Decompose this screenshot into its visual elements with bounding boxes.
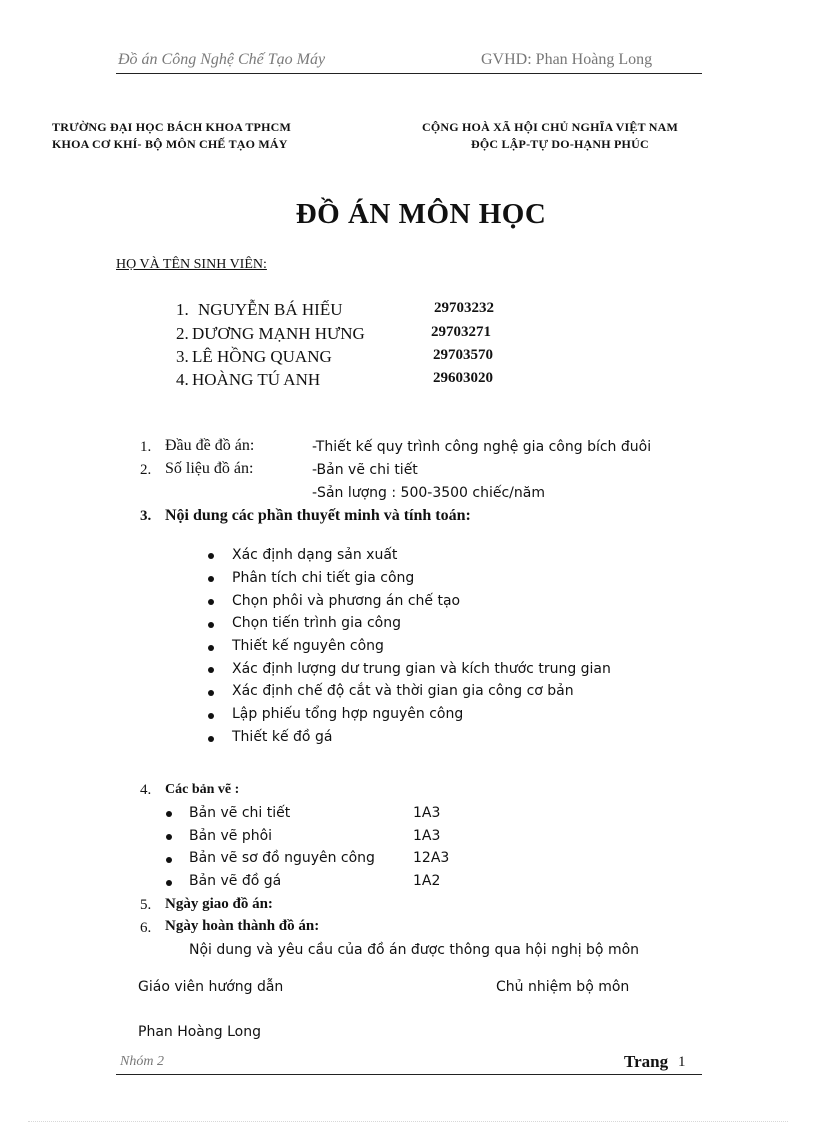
student-id: 29603020 (433, 370, 493, 386)
footer-rule (116, 1074, 702, 1075)
section-6-number: 6. (140, 920, 152, 936)
page-edge (28, 1121, 788, 1122)
bullet-icon (166, 834, 172, 840)
section-5-number: 5. (140, 897, 152, 913)
list-item: Xác định chế độ cắt và thời gian gia công cơ bản (232, 683, 574, 699)
drawing-size: 12A3 (413, 850, 450, 866)
bullet-icon (166, 811, 172, 817)
department-name: KHOA CƠ KHÍ- BỘ MÔN CHẾ TẠO MÁY (52, 137, 288, 151)
list-item: Xác định dạng sản xuất (232, 547, 398, 563)
student-name: NGUYỄN BÁ HIẾU (198, 300, 343, 319)
bullet-icon (208, 599, 214, 605)
section-2-drawing: -Bản vẽ chi tiết (312, 462, 418, 478)
list-item: Phân tích chi tiết gia công (232, 570, 415, 586)
section-4-label: Các bản vẽ : (165, 782, 240, 797)
approval-note: Nội dung và yêu cầu của đồ án được thông qua hội nghị bộ môn (189, 942, 640, 958)
header-rule (116, 73, 702, 74)
list-item: Chọn tiến trình gia công (232, 615, 402, 631)
drawing-size: 1A2 (413, 873, 441, 889)
head-of-department-role: Chủ nhiệm bộ môn (496, 979, 630, 995)
bullet-icon (208, 667, 214, 673)
bullet-icon (208, 553, 214, 559)
student-number: 1. (176, 300, 189, 319)
list-item: Xác định lượng dư trung gian và kích thước trung gian (232, 661, 611, 677)
supervisor-role: Giáo viên hướng dẫn (138, 979, 284, 995)
bullet-icon (166, 857, 172, 863)
page-label: Trang (624, 1052, 669, 1071)
group-label: Nhóm 2 (120, 1054, 164, 1069)
drawing-name: Bản vẽ sơ đồ nguyên công (189, 850, 375, 866)
section-2-number: 2. (140, 462, 152, 478)
university-name: TRƯỜNG ĐẠI HỌC BÁCH KHOA TPHCM (52, 120, 292, 134)
list-item: Chọn phôi và phương án chế tạo (232, 593, 461, 609)
student-number: 3. (176, 347, 189, 366)
student-id: 29703271 (431, 324, 491, 340)
supervisor-label: GVHD: Phan Hoàng Long (481, 51, 653, 68)
bullet-icon (208, 690, 214, 696)
bullet-icon (208, 713, 214, 719)
section-5-label: Ngày giao đồ án: (165, 896, 273, 912)
supervisor-name: Phan Hoàng Long (138, 1024, 261, 1040)
student-id: 29703232 (434, 300, 494, 316)
bullet-icon (208, 576, 214, 582)
student-name: LÊ HỒNG QUANG (192, 347, 332, 366)
page-number: 1 (678, 1054, 686, 1070)
students-heading: HỌ VÀ TÊN SINH VIÊN: (116, 257, 267, 272)
drawing-name: Bản vẽ phôi (189, 828, 273, 844)
drawing-name: Bản vẽ chi tiết (189, 805, 291, 821)
drawing-size: 1A3 (413, 828, 441, 844)
republic-name: CỘNG HOÀ XÃ HỘI CHỦ NGHĨA VIỆT NAM (422, 120, 679, 134)
student-name: DƯƠNG MẠNH HƯNG (192, 324, 365, 343)
bullet-icon (208, 736, 214, 742)
list-item: Thiết kế đồ gá (232, 729, 333, 745)
section-2-output: -Sản lượng : 500-3500 chiếc/năm (312, 485, 545, 501)
section-1-number: 1. (140, 439, 152, 455)
section-1-value: -Thiết kế quy trình công nghệ gia công bích đuôi (312, 439, 652, 455)
drawing-size: 1A3 (413, 805, 441, 821)
section-3-number: 3. (140, 508, 152, 524)
student-id: 29703570 (433, 347, 493, 363)
bullet-icon (208, 645, 214, 651)
section-4-number: 4. (140, 782, 152, 798)
section-3-label: Nội dung các phần thuyết minh và tính toán: (165, 507, 471, 524)
section-6-label: Ngày hoàn thành đồ án: (165, 918, 320, 934)
student-number: 4. (176, 370, 189, 389)
national-motto: ĐỘC LẬP-TỰ DO-HẠNH PHÚC (471, 137, 649, 151)
course-title: Đồ án Công Nghệ Chế Tạo Máy (118, 51, 326, 68)
list-item: Lập phiếu tổng hợp nguyên công (232, 706, 464, 722)
page-title: ĐỒ ÁN MÔN HỌC (295, 198, 547, 230)
bullet-icon (208, 622, 214, 628)
section-2-label: Số liệu đồ án: (165, 460, 254, 477)
drawing-name: Bản vẽ đồ gá (189, 873, 282, 889)
student-name: HOÀNG TÚ ANH (192, 370, 321, 389)
list-item: Thiết kế nguyên công (232, 638, 384, 654)
section-1-label: Đầu đề đồ án: (165, 437, 255, 454)
student-number: 2. (176, 324, 189, 343)
bullet-icon (166, 880, 172, 886)
